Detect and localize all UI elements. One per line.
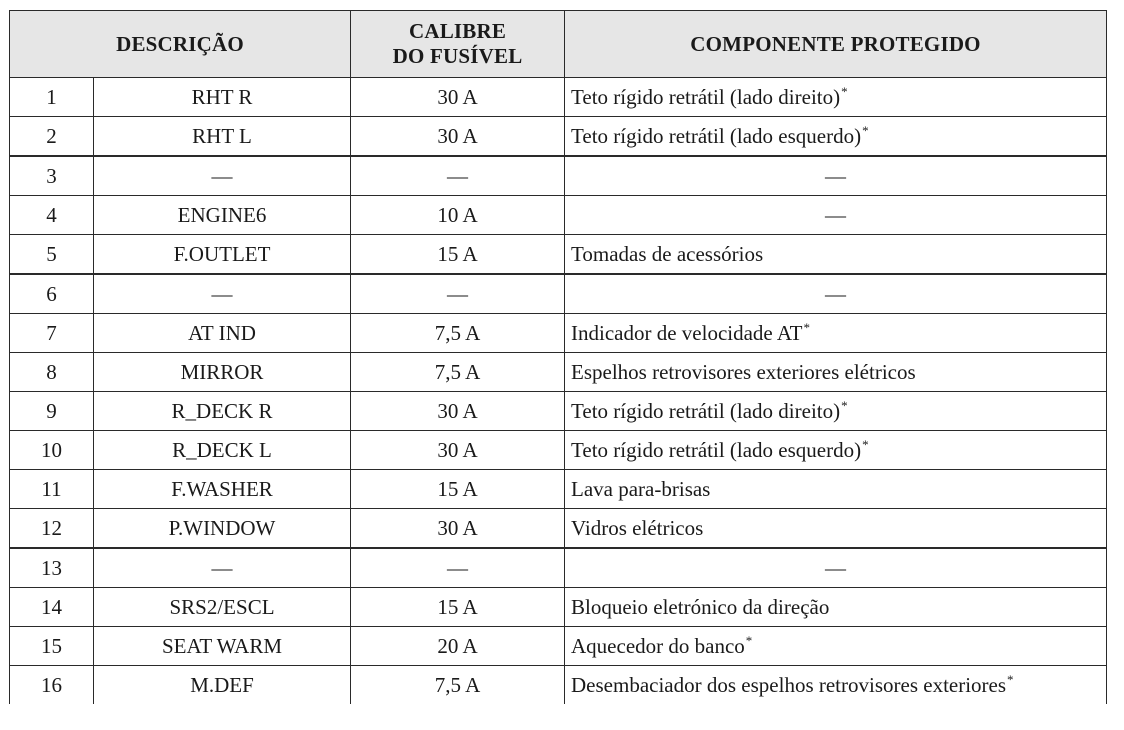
fuse-name-cell: ENGINE6: [94, 196, 351, 235]
table-row: [10, 314, 1107, 353]
table-row: [10, 274, 1107, 314]
protected-component-text: Aquecedor do banco: [571, 633, 745, 658]
fuse-rating-cell: —: [351, 156, 565, 196]
fuse-name-cell: P.WINDOW: [94, 509, 351, 549]
fuse-name-cell: M.DEF: [94, 666, 351, 705]
table-row: [10, 509, 1107, 549]
fuse-number-cell: 1: [10, 78, 94, 117]
fuse-rating-cell: 15 A: [351, 235, 565, 275]
protected-component-cell: [565, 509, 1107, 549]
protected-component-text: —: [825, 202, 846, 227]
protected-component-text: Lava para-brisas: [571, 476, 711, 501]
protected-component-cell: [565, 666, 1107, 705]
fuse-table: [9, 10, 1107, 704]
fuse-number-cell: 7: [10, 314, 94, 353]
table-row: [10, 235, 1107, 275]
fuse-number-cell: 10: [10, 431, 94, 470]
fuse-rating-cell: 20 A: [351, 627, 565, 666]
protected-component-text: Bloqueio eletrónico da direção: [571, 594, 830, 619]
table-row: [10, 117, 1107, 157]
optional-equipment-marker: *: [803, 319, 811, 335]
header-description: DESCRIÇÃO: [10, 11, 351, 78]
protected-component-cell: [565, 353, 1107, 392]
fuse-name-cell: F.OUTLET: [94, 235, 351, 275]
protected-component-cell: [565, 627, 1107, 666]
fuse-rating-cell: 7,5 A: [351, 353, 565, 392]
protected-component-text: —: [825, 163, 846, 188]
fuse-number-cell: 2: [10, 117, 94, 157]
header-fuse-rating-line1: CALIBRE: [408, 19, 507, 43]
fuse-number-cell: 15: [10, 627, 94, 666]
protected-component-cell: [565, 470, 1107, 509]
fuse-number-cell: 11: [10, 470, 94, 509]
protected-component-cell: [565, 156, 1107, 196]
fuse-rating-cell: 7,5 A: [351, 314, 565, 353]
protected-component-text: Indicador de velocidade AT: [571, 320, 803, 345]
fuse-name-cell: SEAT WARM: [94, 627, 351, 666]
protected-component-text: Teto rígido retrátil (lado direito): [571, 84, 841, 109]
protected-component-text: —: [825, 555, 846, 580]
fuse-rating-cell: 30 A: [351, 117, 565, 157]
fuse-rating-cell: 30 A: [351, 78, 565, 117]
protected-component-text: Teto rígido retrátil (lado esquerdo): [571, 437, 862, 462]
optional-equipment-marker: *: [841, 397, 848, 413]
table-row: [10, 548, 1107, 588]
fuse-rating-cell: 10 A: [351, 196, 565, 235]
optional-equipment-marker: *: [862, 122, 869, 138]
fuse-name-cell: AT IND: [94, 314, 351, 353]
optional-equipment-marker: *: [841, 83, 848, 99]
protected-component-text: Desembaciador dos espelhos retrovisores exteriores: [571, 672, 1007, 697]
fuse-number-cell: 3: [10, 156, 94, 196]
fuse-rating-cell: 30 A: [351, 392, 565, 431]
fuse-name-cell: MIRROR: [94, 353, 351, 392]
protected-component-cell: [565, 548, 1107, 588]
table-row: [10, 196, 1107, 235]
fuse-table-body: [10, 78, 1107, 705]
table-row: [10, 588, 1107, 627]
fuse-number-cell: 14: [10, 588, 94, 627]
table-row: [10, 431, 1107, 470]
table-row: [10, 470, 1107, 509]
protected-component-cell: [565, 274, 1107, 314]
fuse-rating-cell: 15 A: [351, 588, 565, 627]
optional-equipment-marker: *: [745, 632, 753, 648]
fuse-rating-cell: —: [351, 548, 565, 588]
table-row: [10, 353, 1107, 392]
protected-component-text: Espelhos retrovisores exteriores elétricos: [571, 359, 916, 384]
fuse-rating-cell: 7,5 A: [351, 666, 565, 705]
protected-component-cell: [565, 431, 1107, 470]
fuse-name-cell: RHT R: [94, 78, 351, 117]
optional-equipment-marker: *: [862, 436, 869, 452]
header-fuse-rating-line2: DO FUSÍVEL: [392, 44, 523, 68]
protected-component-cell: [565, 392, 1107, 431]
fuse-number-cell: 6: [10, 274, 94, 314]
fuse-name-cell: RHT L: [94, 117, 351, 157]
fuse-number-cell: 4: [10, 196, 94, 235]
table-row: [10, 78, 1107, 117]
protected-component-cell: [565, 78, 1107, 117]
table-row: [10, 627, 1107, 666]
protected-component-cell: [565, 588, 1107, 627]
table-row: [10, 392, 1107, 431]
fuse-rating-cell: 30 A: [351, 509, 565, 549]
fuse-name-cell: —: [94, 156, 351, 196]
fuse-name-cell: R_DECK R: [94, 392, 351, 431]
protected-component-cell: [565, 314, 1107, 353]
optional-equipment-marker: *: [1007, 671, 1014, 687]
protected-component-cell: [565, 196, 1107, 235]
fuse-name-cell: R_DECK L: [94, 431, 351, 470]
fuse-rating-cell: 30 A: [351, 431, 565, 470]
fuse-name-cell: F.WASHER: [94, 470, 351, 509]
fuse-name-cell: SRS2/ESCL: [94, 588, 351, 627]
fuse-number-cell: 16: [10, 666, 94, 705]
fuse-rating-cell: —: [351, 274, 565, 314]
fuse-rating-cell: 15 A: [351, 470, 565, 509]
fuse-number-cell: 13: [10, 548, 94, 588]
fuse-number-cell: 8: [10, 353, 94, 392]
table-row: [10, 156, 1107, 196]
protected-component-text: —: [825, 281, 846, 306]
protected-component-text: Teto rígido retrátil (lado esquerdo): [571, 123, 862, 148]
header-fuse-rating: [351, 11, 565, 78]
protected-component-cell: [565, 117, 1107, 157]
fuse-name-cell: —: [94, 548, 351, 588]
fuse-name-cell: —: [94, 274, 351, 314]
fuse-number-cell: 5: [10, 235, 94, 275]
table-row: [10, 666, 1107, 705]
fuse-number-cell: 9: [10, 392, 94, 431]
header-row: [10, 11, 1107, 78]
fuse-number-cell: 12: [10, 509, 94, 549]
header-protected-component: COMPONENTE PROTEGIDO: [565, 11, 1107, 78]
protected-component-text: Vidros elétricos: [571, 515, 704, 540]
protected-component-text: Tomadas de acessórios: [571, 241, 764, 266]
protected-component-text: Teto rígido retrátil (lado direito): [571, 398, 841, 423]
protected-component-cell: [565, 235, 1107, 275]
